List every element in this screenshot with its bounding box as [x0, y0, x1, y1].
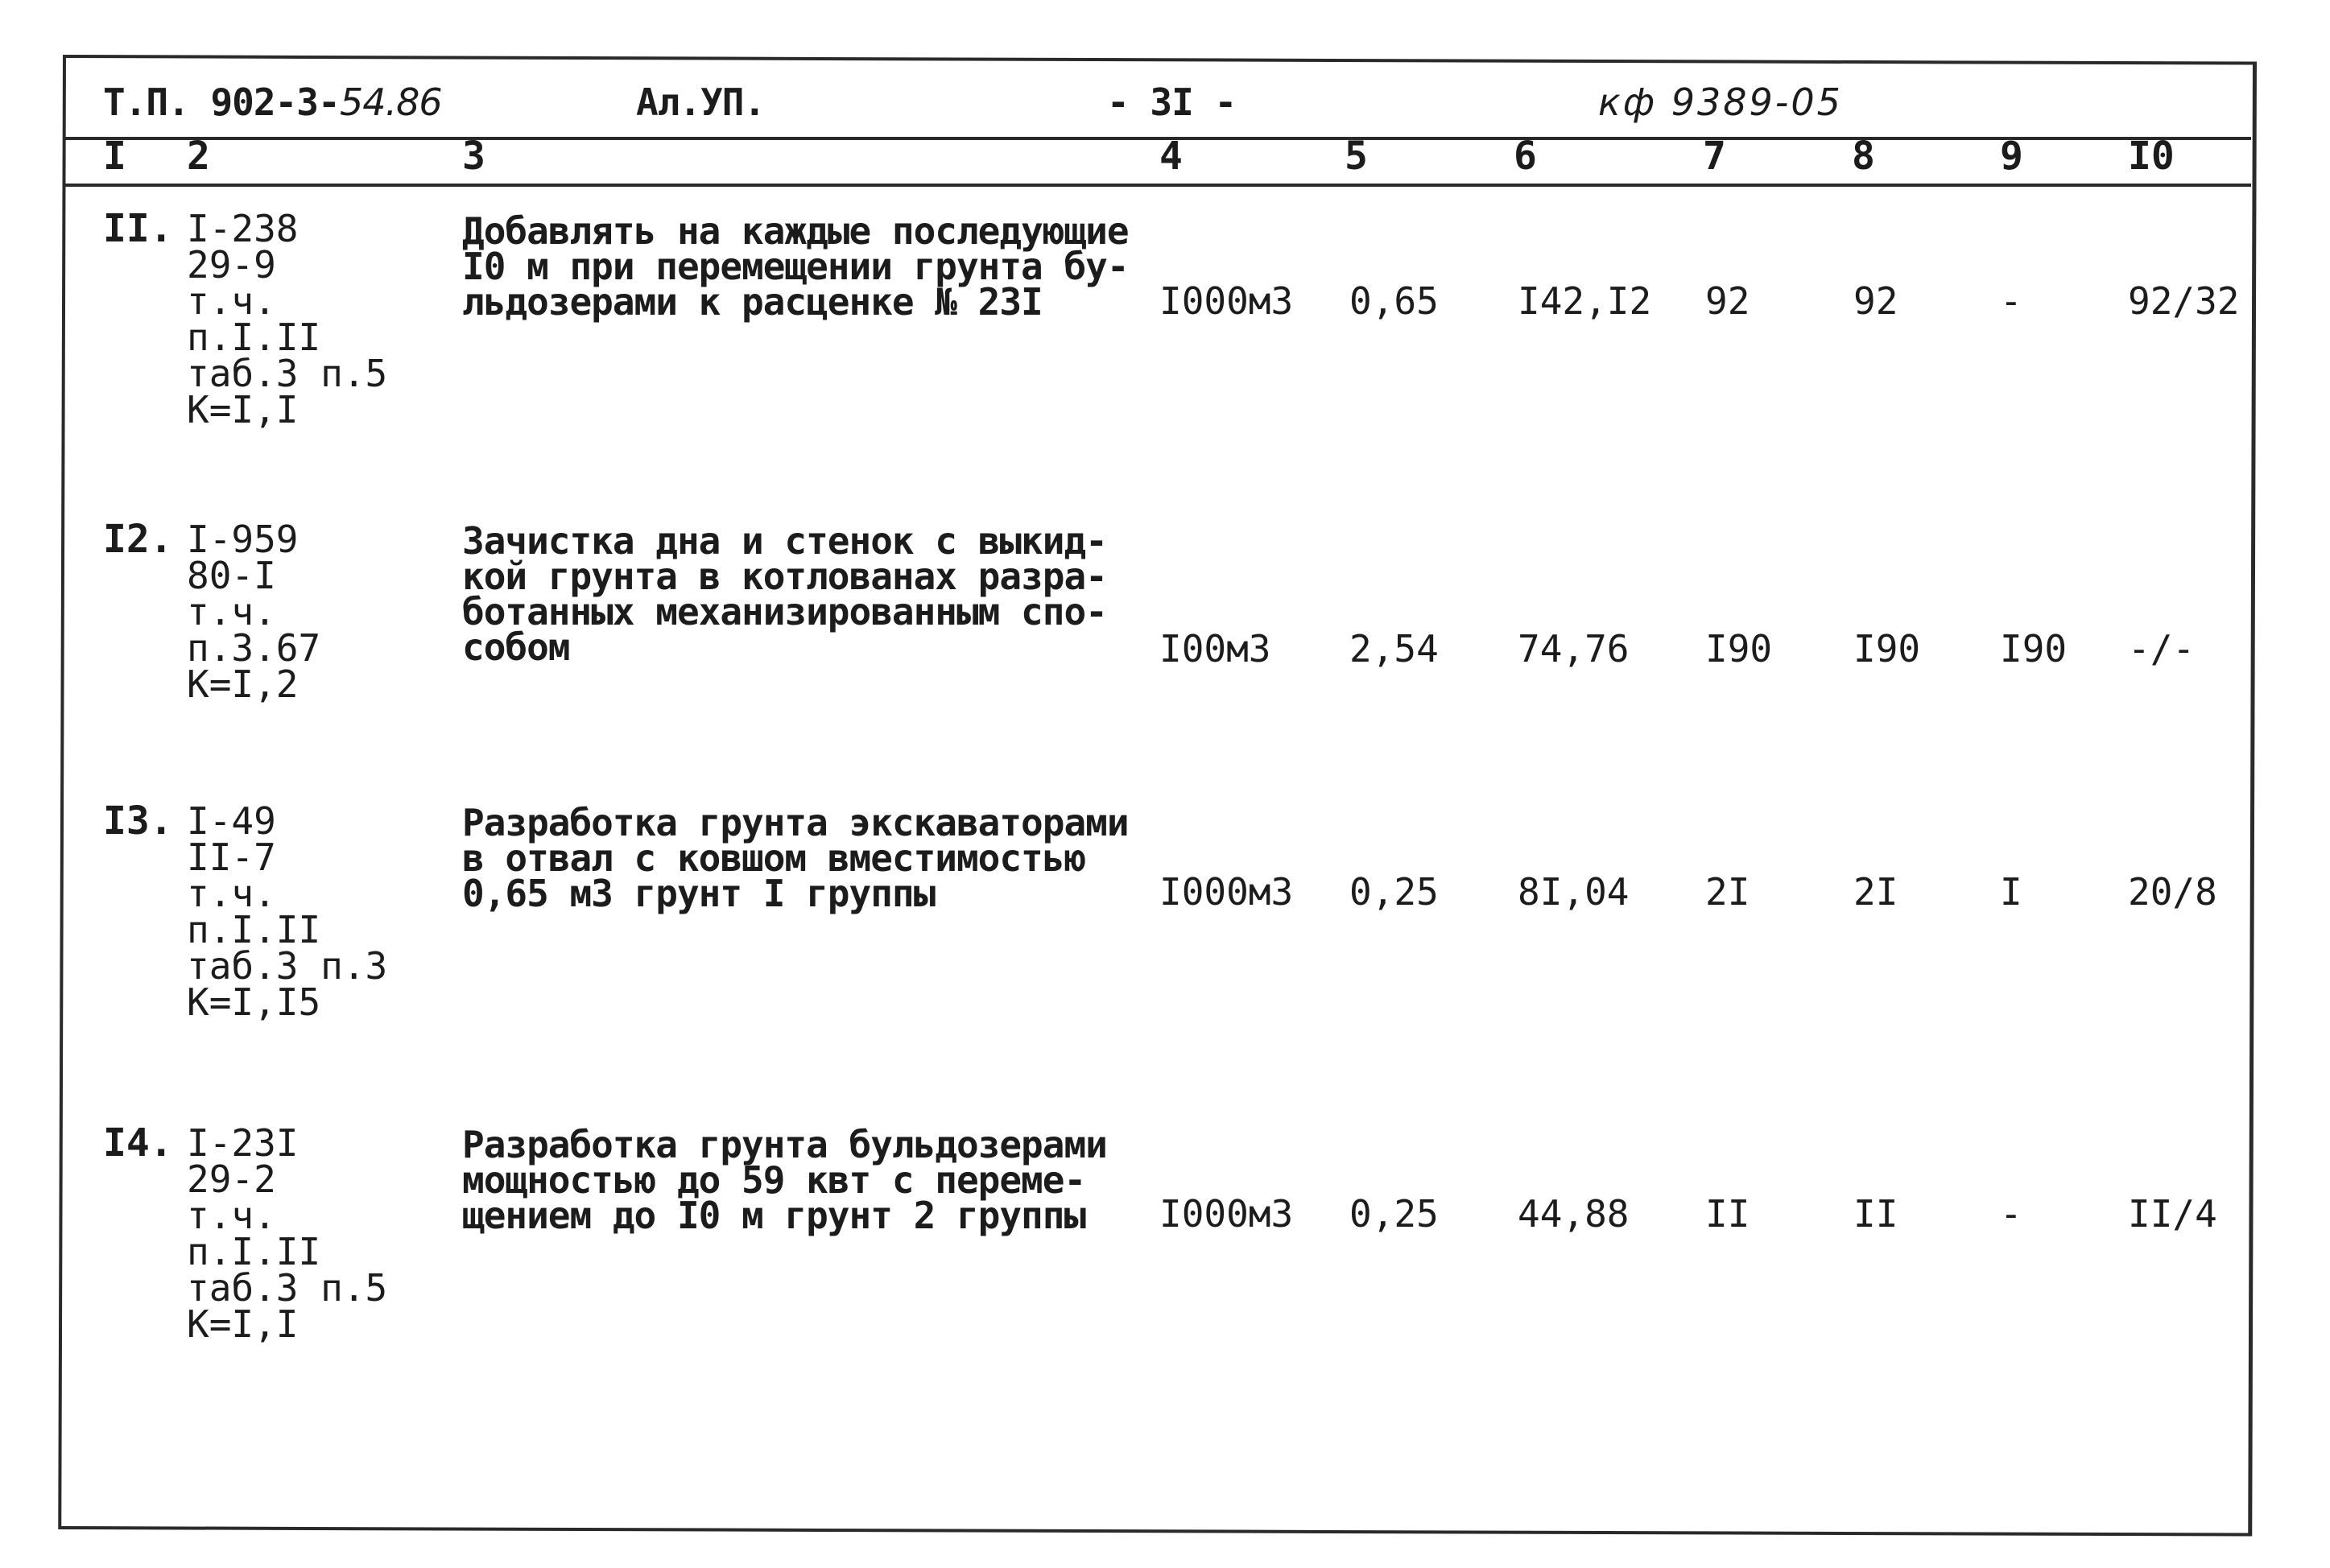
row-unit-price: 44,88 — [1518, 1192, 1630, 1236]
col-num-2: 2 — [187, 134, 210, 179]
col-num-5: 5 — [1345, 134, 1368, 179]
page-number: - 3I - — [1107, 80, 1237, 124]
row-number: II. — [103, 206, 173, 251]
row-number: I3. — [103, 798, 173, 844]
row-description: Разработка грунта экскаваторами в отвал с ковшом вместимостью 0,65 м3 грунт I группы — [462, 801, 1129, 915]
column-header-rule — [64, 184, 2251, 187]
row-col8: 2I — [1853, 870, 1898, 914]
row-col9: I — [2000, 870, 2022, 914]
row-reference: I-23I 29-2 т.ч. п.I.II таб.3 п.5 К=I,I — [187, 1121, 388, 1346]
row-quantity: 0,25 — [1349, 870, 1439, 914]
row-description: Добавлять на каждые последующие I0 м при перемещении грунта бу- льдозерами к расценке № 23I — [462, 209, 1129, 324]
row-col10: 20/8 — [2128, 870, 2217, 914]
col-num-3: 3 — [462, 134, 485, 179]
header-rule — [64, 137, 2251, 140]
row-col10: II/4 — [2128, 1192, 2217, 1236]
row-unit-price: I42,I2 — [1518, 279, 1652, 323]
row-col8: II — [1853, 1192, 1898, 1236]
row-col9: - — [2000, 279, 2022, 323]
doc-code: Т.П. 902-3- — [103, 80, 340, 124]
row-col7: 2I — [1705, 870, 1750, 914]
row-unit: I000м3 — [1159, 279, 1294, 323]
doc-code-handwritten: 54.86 — [340, 80, 442, 124]
row-unit: I000м3 — [1159, 1192, 1294, 1236]
row-quantity: 2,54 — [1349, 627, 1439, 671]
row-col7: II — [1705, 1192, 1750, 1236]
col-num-4: 4 — [1159, 134, 1183, 179]
row-col8: 92 — [1853, 279, 1898, 323]
col-num-1: I — [103, 134, 126, 179]
row-quantity: 0,65 — [1349, 279, 1439, 323]
row-col10: 92/32 — [2128, 279, 2240, 323]
row-unit-price: 8I,04 — [1518, 870, 1630, 914]
row-col7: I90 — [1705, 627, 1773, 671]
row-quantity: 0,25 — [1349, 1192, 1439, 1236]
album-label: Ал.УП. — [636, 80, 766, 124]
row-col7: 92 — [1705, 279, 1750, 323]
row-reference: I-49 II-7 т.ч. п.I.II таб.3 п.3 К=I,I5 — [187, 799, 388, 1024]
col-num-8: 8 — [1852, 134, 1875, 179]
row-unit: I00м3 — [1159, 627, 1271, 671]
row-reference: I-959 80-I т.ч. п.3.67 К=I,2 — [187, 518, 321, 706]
page-frame — [58, 55, 2257, 1537]
col-num-9: 9 — [2000, 134, 2023, 179]
row-number: I2. — [103, 517, 173, 562]
row-description: Разработка грунта бульдозерами мощностью до 59 квт с переме- щением до I0 м грунт 2 группы — [462, 1123, 1107, 1237]
row-col9: - — [2000, 1192, 2022, 1236]
row-reference: I-238 29-9 т.ч. п.I.II таб.3 п.5 К=I,I — [187, 207, 388, 431]
col-num-10: I0 — [2128, 134, 2175, 179]
stamp-number: кф 9389-05 — [1598, 80, 1843, 124]
row-description: Зачистка дна и стенок с выкид- кой грунта в котлованах разра- ботанных механизированным спо- собом — [462, 519, 1107, 669]
row-col8: I90 — [1853, 627, 1921, 671]
col-num-7: 7 — [1703, 134, 1726, 179]
row-unit: I000м3 — [1159, 870, 1294, 914]
row-col9: I90 — [2000, 627, 2068, 671]
row-unit-price: 74,76 — [1518, 627, 1630, 671]
row-number: I4. — [103, 1120, 173, 1166]
row-col10: -/- — [2128, 627, 2196, 671]
col-num-6: 6 — [1514, 134, 1537, 179]
